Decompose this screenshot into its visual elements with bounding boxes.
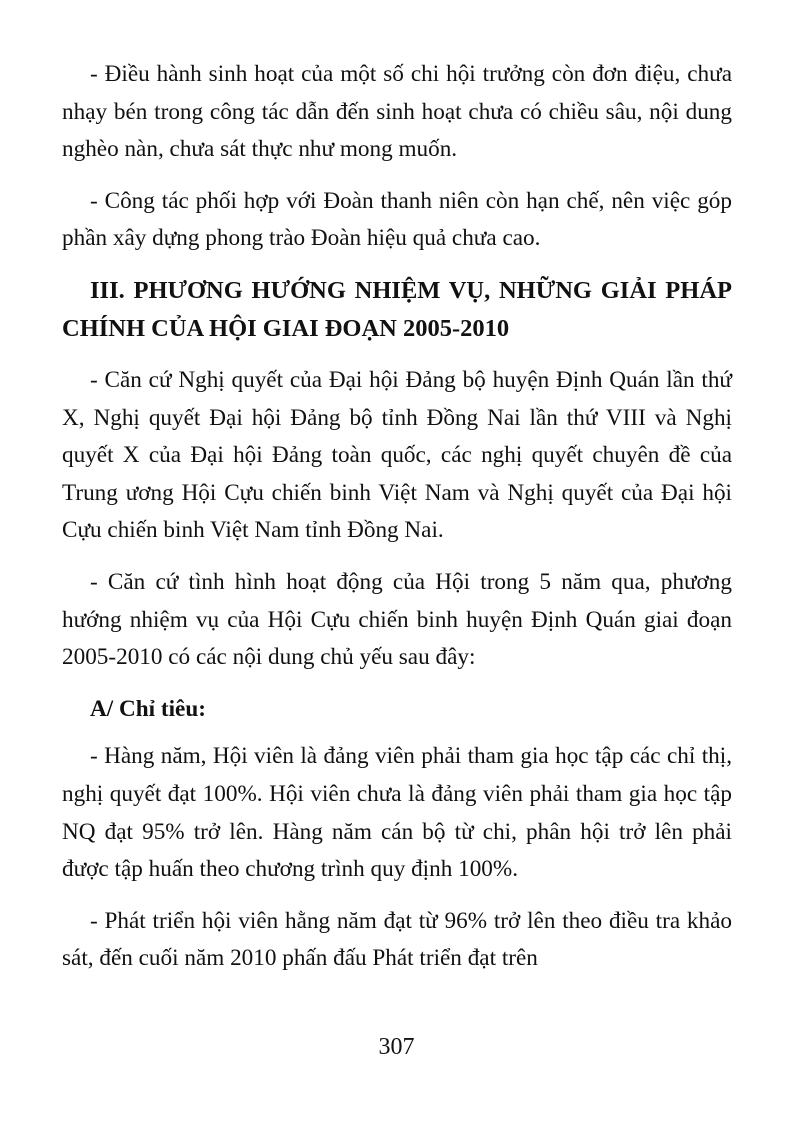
paragraph: - Công tác phối hợp với Đoàn thanh niên còn hạn chế, nên việc góp phần xây dựng phong trào Đoàn hiệu quả chưa cao.	[62, 187, 732, 252]
paragraph: - Phát triển hội viên hằng năm đạt từ 96% trở lên theo điều tra khảo sát, đến cuối năm 2010 phấn đấu Phát triển đạt trên	[62, 907, 732, 972]
paragraph: - Căn cứ tình hình hoạt động của Hội trong 5 năm qua, phương hướng nhiệm vụ của Hội Cựu chiến binh huyện Định Quán giai đoạn 2005-2010 có các nội dung chủ yếu sau đây:	[62, 568, 732, 671]
page-body	[62, 56, 732, 992]
subheading: A/ Chỉ tiêu:	[90, 695, 206, 722]
paragraph: - Hàng năm, Hội viên là đảng viên phải tham gia học tập các chỉ thị, nghị quyết đạt 100%. Hội viên chưa là đảng viên phải tham gia học tập NQ đạt 95% trở lên. Hàng năm cán bộ từ chi, phân hội trở lên phải được tập huấn theo chương trình quy định 100%.	[62, 743, 732, 883]
paragraph: - Điều hành sinh hoạt của một số chi hội trưởng còn đơn điệu, chưa nhạy bén trong công tác dẫn đến sinh hoạt chưa có chiều sâu, nội dung nghèo nàn, chưa sát thực như mong muốn.	[62, 61, 732, 163]
section-heading: III. PHƯƠNG HƯỚNG NHIỆM VỤ, NHỮNG GIẢI PHÁP CHÍNH CỦA HỘI GIAI ĐOẠN 2005-2010	[62, 276, 732, 342]
paragraph: - Căn cứ Nghị quyết của Đại hội Đảng bộ huyện Định Quán lần thứ X, Nghị quyết Đại hội Đảng bộ tỉnh Đồng Nai lần thứ VIII và Nghị quyết X của Đại hội Đảng toàn quốc, các nghị quyết chuyên đề của Trung ương Hội Cựu chiến binh Việt Nam và Nghị quyết của Đại hội Cựu chiến binh Việt Nam tỉnh Đồng Nai.	[62, 366, 732, 544]
page-number: 307	[378, 1034, 415, 1060]
